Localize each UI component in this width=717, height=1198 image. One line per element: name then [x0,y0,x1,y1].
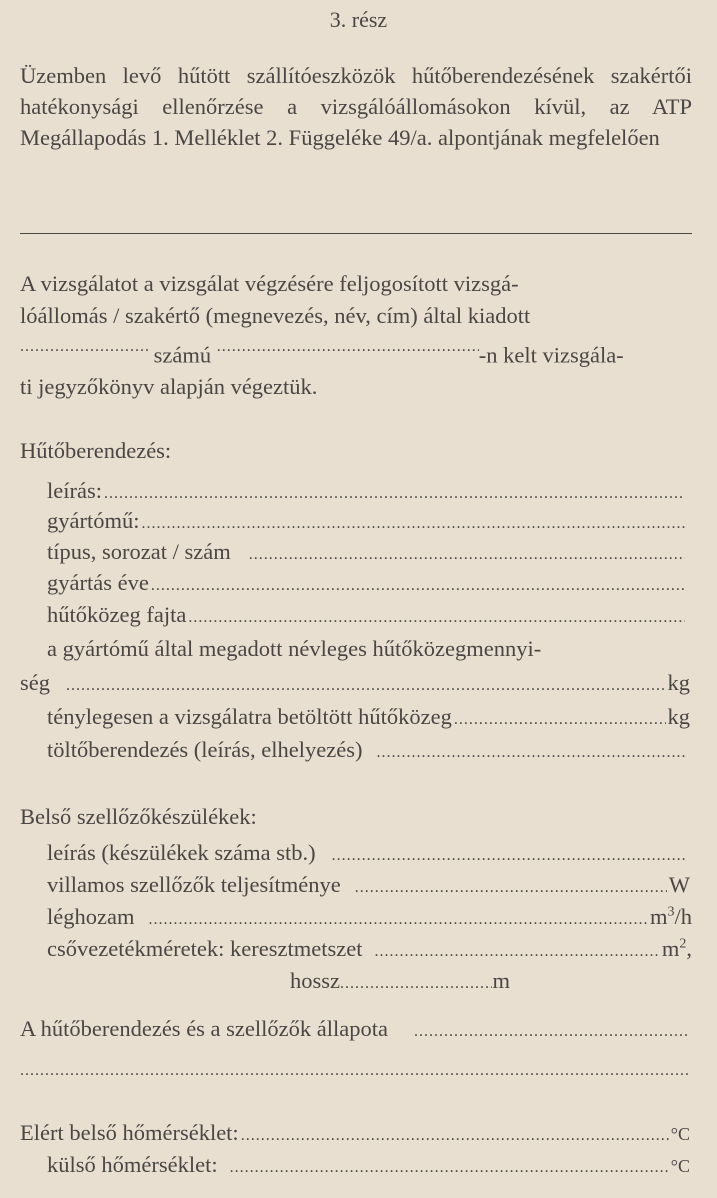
inner-temp-unit: °C [670,1124,690,1144]
actual-refrigerant-row [47,702,690,735]
condition-label: A hűtőberendezés és a szellőzők állapota [20,1016,388,1041]
length-unit: m [492,968,510,993]
cooling-heading: Hűtőberendezés: [20,438,172,463]
type-field[interactable] [249,540,685,570]
nominal-refrigerant-row [20,668,690,701]
fans-description-label: leírás (készülékek száma stb.) [47,840,316,865]
condition-row [20,1014,690,1047]
actual-refrigerant-field[interactable] [454,705,666,735]
duct-unit: $m^2$, [661,936,692,961]
protocol-date-field[interactable] [217,331,479,363]
number-label: számú [153,342,212,368]
cooling-description-label: leírás: [47,478,102,503]
duct-label: csővezetékméretek: keresztmetszet [47,936,363,961]
cooling-description-field[interactable] [104,479,685,509]
inner-temp-field[interactable] [241,1121,669,1151]
intro-text: Üzemben levő hűtött szállítóeszközök hűtőberendezésének szakértői hatékonysági ellenőrzése a vizsgálóállomásokon kívül, az ATP Megállapodás 1. Melléklet 2. Függeléke 49/a. alpontjának megfelelően [20,63,692,150]
fans-description-field[interactable] [332,841,685,871]
divider-line [20,233,692,234]
length-field[interactable] [340,969,492,999]
condition-row-2 [20,1056,690,1086]
year-row [47,568,687,601]
part-title: 3. rész [329,7,388,32]
fan-power-unit: W [668,872,690,897]
condition-field-2[interactable] [20,1056,690,1086]
fan-power-label: villamos szellőzők teljesítménye [47,872,341,897]
filling-field[interactable] [376,738,685,768]
nominal-refrigerant-label: a gyártómű által megadott névleges hűtőközegmennyi- [47,636,542,661]
length-row [290,966,510,999]
type-row [47,537,687,570]
airflow-row [47,902,692,935]
manufacturer-field[interactable] [141,509,685,539]
airflow-field[interactable] [148,905,648,935]
outer-temp-field[interactable] [230,1153,669,1183]
airflow-unit: $m^3/h$ [649,904,692,929]
fans-description-row [47,838,687,871]
outer-temp-label: külső hőmérséklet: [47,1152,218,1177]
filling-row [47,735,687,768]
protocol-number-field[interactable] [20,331,148,363]
refrigerant-row [47,600,687,633]
refrigerant-label: hűtőközeg fajta [47,602,187,627]
manufacturer-label: gyártómű: [47,508,140,533]
cooling-description-row [47,476,687,509]
fan-power-row [47,870,690,903]
outer-temp-row [47,1150,690,1183]
exam-paragraph-line-3 [20,331,692,371]
manufacturer-row [47,506,687,539]
exam-paragraph-line-2: lóállomás / szakértő (megnevezés, név, cím) által kiadott [20,302,531,328]
date-suffix: -n kelt vizsgála- [478,342,624,368]
filling-label: töltőberendezés (leírás, elhelyezés) [47,737,363,762]
actual-refrigerant-label: ténylegesen a vizsgálatra betöltött hűtőközeg [47,704,452,729]
condition-field[interactable] [414,1017,688,1047]
refrigerant-field[interactable] [188,603,685,633]
exam-paragraph-line-1: A vizsgálatot a vizsgálat végzésére feljogosított vizsgá- [20,271,519,296]
nominal-refrigerant-label-cont: ség [20,670,50,695]
actual-refrigerant-unit: kg [667,704,690,729]
duct-row [47,934,692,967]
length-label: hossz [290,968,340,993]
type-label: típus, sorozat / szám [47,539,231,564]
exam-paragraph-line-4: ti jegyzőkönyv alapján végeztük. [20,374,318,399]
year-field[interactable] [151,571,685,601]
fans-heading: Belső szellőzőkészülékek: [20,804,257,829]
outer-temp-unit: °C [670,1156,690,1176]
exam-paragraph [20,268,692,403]
inner-temp-row [20,1118,690,1151]
fan-power-field[interactable] [355,873,667,903]
duct-section-field[interactable] [374,937,659,967]
year-label: gyártás éve [47,570,149,595]
inner-temp-label: Elért belső hőmérséklet: [20,1120,239,1145]
nominal-refrigerant-unit: kg [667,670,690,695]
airflow-label: léghozam [47,904,135,929]
nominal-refrigerant-field[interactable] [66,671,666,701]
